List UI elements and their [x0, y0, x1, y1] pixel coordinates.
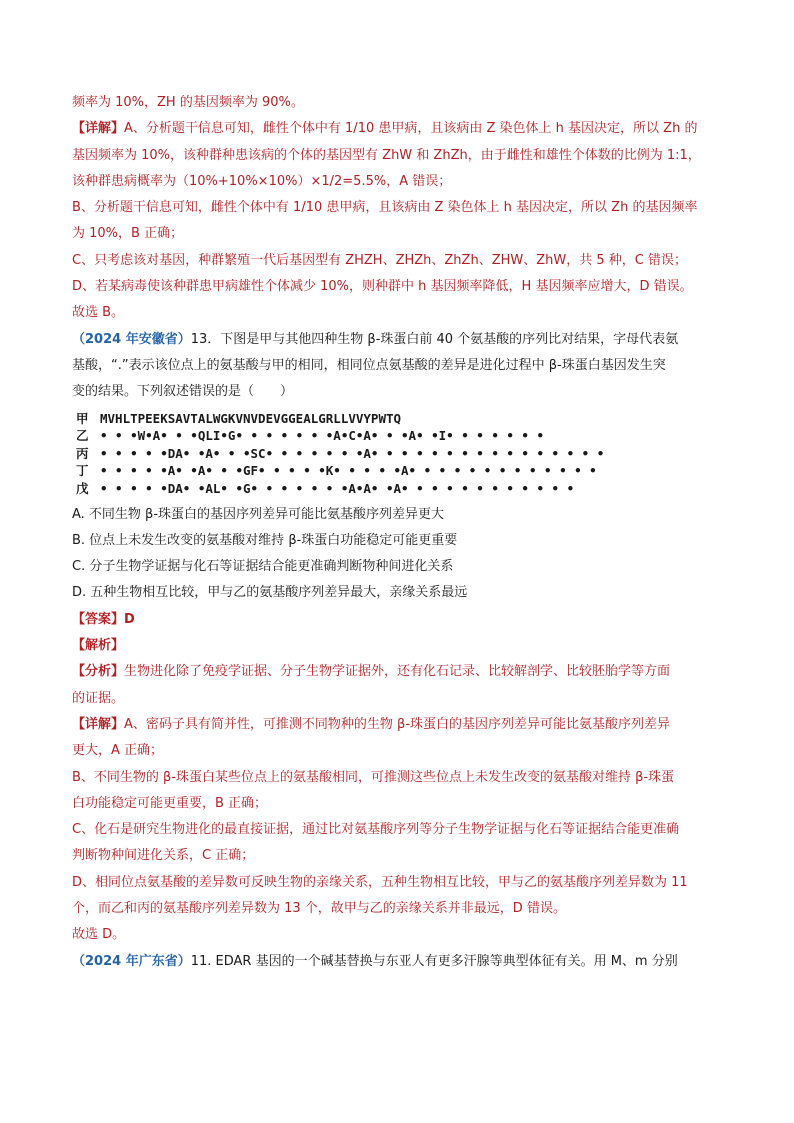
- text-line: [72, 712, 732, 738]
- answer-line: [72, 607, 732, 633]
- question-stem: [72, 327, 732, 353]
- text-span: 11. EDAR 基因的一个碱基替换与东亚人有更多汗腺等典型体征有关。用 M、m 分别: [190, 953, 678, 969]
- text-line: 为 10%，B 正确；: [72, 226, 184, 242]
- question-stem: [72, 949, 732, 975]
- text-line: 个，而乙和丙的氨基酸序列差异数为 13 个，故甲与乙的亲缘关系并非最远，D 错误。: [72, 900, 566, 916]
- species-label: 丁: [76, 463, 89, 479]
- sequence-text: • • •W•A• • •QLI•G• • • • • • •A•C•A• • •A• •I• • • • • • •: [100, 428, 545, 444]
- option-b: B. 位点上未发生改变的氨基酸对维持 β-珠蛋白功能稳定可能更重要: [72, 532, 458, 548]
- sequence-row: [76, 410, 732, 428]
- sequence-text: • • • • •DA• •AL• •G• • • • • • •A•A• •A• • • • • • • • • • • •: [100, 480, 575, 496]
- text-line: [72, 659, 732, 685]
- sequence-row: [76, 427, 732, 445]
- text-line: D、若某病毒使该种群患甲病雄性个体减少 10%，则种群中 h 基因频率降低，H 基因频率应增大，D 错误。: [72, 279, 693, 295]
- section-tag: 【详解】: [72, 121, 125, 137]
- text-line: 更大，A 正确；: [72, 743, 164, 759]
- option-c: C. 分子生物学证据与化石等证据结合能更准确判断物种间进化关系: [72, 559, 454, 575]
- text-line: [72, 116, 732, 142]
- option-a: A. 不同生物 β-珠蛋白的基因序列差异可能比氨基酸序列差异更大: [72, 506, 445, 522]
- sequence-text: • • • • •DA• •A• • •SC• • • • • • •A• • • • • • • • • • • • • • • •: [100, 445, 605, 461]
- text-line: 故选 B。: [72, 305, 125, 321]
- text-line: 基因频率为 10%，该种群种患该病的个体的基因型有 ZhW 和 ZhZh，由于雌性和雄性个体数的比例为 1:1，: [72, 147, 701, 163]
- sequence-row: [76, 480, 732, 498]
- species-label: 丙: [76, 445, 89, 461]
- text-span: A、分析题干信息可知，雌性个体中有 1/10 患甲病，且该病由 Z 染色体上 h 基因决定，所以 Zh 的: [124, 121, 698, 137]
- section-tag: 【答案】: [72, 611, 125, 627]
- sequence-row: [76, 462, 732, 480]
- question-source: （2024 年安徽省）: [72, 331, 191, 347]
- answer-value: D: [124, 611, 135, 627]
- species-label: 戊: [76, 480, 89, 496]
- text-line: B、分析题干信息可知，雌性个体中有 1/10 患甲病，且该病由 Z 染色体上 h 基因决定，所以 Zh 的基因频率: [72, 200, 698, 216]
- section-tag: 【分析】: [72, 664, 125, 680]
- text-span: A、密码子具有简并性，可推测不同物种的生物 β-珠蛋白的基因序列差异可能比氨基酸序列差异: [124, 716, 671, 732]
- text-line: 白功能稳定可能更重要，B 正确；: [72, 795, 268, 811]
- text-line: 该种群患病概率为（10%+10%×10%）×1/2=5.5%，A 错误；: [72, 173, 452, 189]
- text-line: 的证据。: [72, 690, 125, 706]
- text-line: 判断物种间进化关系，C 正确；: [72, 848, 255, 864]
- sequence-text: • • • • •A• •A• • •GF• • • • •K• • • • •A• • • • • • • • • • • • •: [100, 463, 597, 479]
- text-span: 生物进化除了免疫学证据、分子生物学证据外，还有化石记录、比较解剖学、比较胚胎学等方面: [124, 664, 671, 680]
- text-line: B、不同生物的 β-珠蛋白某些位点上的氨基酸相同，可推测这些位点上未发生改变的氨基酸对维持 β-珠蛋: [72, 769, 675, 785]
- text-line: C、化石是研究生物进化的最直接证据，通过比对氨基酸序列等分子生物学证据与化石等证据结合能更准确: [72, 822, 680, 838]
- sequence-text: MVHLTPEEKSAVTALWGKVNVDEVGGEALGRLLVVYPWTQ: [100, 410, 402, 426]
- sequence-row: [76, 445, 732, 463]
- text-line: 频率为 10%，ZH 的基因频率为 90%。: [72, 95, 304, 110]
- text-line: 基酸，“.”表示该位点上的氨基酸与甲的相同，相同位点氨基酸的差异是进化过程中 β-珠蛋白基因发生突: [72, 357, 666, 373]
- document-page: [72, 90, 732, 975]
- text-line: 故选 D。: [72, 927, 126, 943]
- text-line: D、相同位点氨基酸的差异数可反映生物的亲缘关系，五种生物相互比较，甲与乙的氨基酸序列差异数为 11: [72, 874, 688, 890]
- option-d: D. 五种生物相互比较，甲与乙的氨基酸序列差异最大，亲缘关系最远: [72, 585, 468, 601]
- sequence-alignment: [76, 410, 732, 498]
- section-tag: 【详解】: [72, 716, 125, 732]
- question-source: （2024 年广东省）: [72, 953, 191, 969]
- text-line: 变的结果。下列叙述错误的是（ ）: [72, 384, 294, 400]
- species-label: 乙: [76, 428, 89, 444]
- text-line: C、只考虑该对基因，种群繁殖一代后基因型有 ZHZH、ZHZh、ZhZh、ZHW、ZhW，共 5 种，C 错误；: [72, 252, 687, 268]
- species-label: 甲: [76, 410, 89, 426]
- analysis-tag: 【解析】: [72, 638, 125, 654]
- text-span: 13．下图是甲与其他四种生物 β-珠蛋白前 40 个氨基酸的序列比对结果，字母代表氨: [190, 331, 679, 347]
